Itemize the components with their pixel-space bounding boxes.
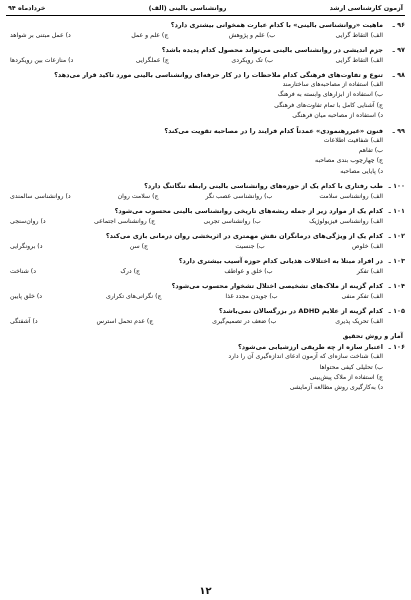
option-a[interactable]: الف) التقاط گرایی (335, 32, 383, 39)
option-d[interactable]: د) برونگرایی (10, 243, 43, 251)
questions-area (6, 16, 405, 394)
option-b[interactable]: ب) تحلیلی کیفی محتواها (319, 363, 383, 371)
option-b[interactable]: ب) ضعف در تصمیم‌گیری (212, 318, 277, 326)
option-c[interactable]: ج) سلامت روان (117, 193, 159, 201)
question-97 (6, 45, 405, 66)
question-number: ۱۰۱ ـ (388, 207, 405, 216)
option-d[interactable]: د) شناخت (10, 268, 36, 276)
option-c[interactable]: ج) آشنایی کامل با تمام تفاوت‌های فرهنگی (274, 101, 383, 109)
question-text: فنون «غیررهنمودی» عمدتاً کدام فرایند را در مصاحبه تقویت می‌کند؟ (164, 126, 383, 135)
option-c[interactable]: ج) درک (120, 268, 141, 276)
question-102 (6, 231, 405, 252)
option-c[interactable]: ج) سن (129, 243, 149, 251)
option-c[interactable]: ج) استفاده از ملاک پیش‌بینی (309, 374, 383, 382)
question-106 (6, 342, 405, 394)
option-b[interactable]: ب) جویدن مجدد غذا (225, 293, 278, 301)
question-number: ۱۰۲ ـ (388, 232, 405, 241)
option-a[interactable]: الف) تفکر منفی (341, 293, 383, 301)
option-c[interactable]: ج) عدم تحمل استرس (96, 318, 154, 326)
question-105 (6, 306, 405, 327)
option-d[interactable]: د) پایایی مصاحبه (340, 167, 383, 175)
option-d[interactable]: د) به‌کارگیری روش مطالعه آزمایشی (289, 384, 383, 392)
question-number: ۱۰۳ ـ (388, 257, 405, 266)
option-d[interactable]: د) آشفتگی (10, 318, 38, 326)
option-a[interactable]: الف) خلوص (352, 243, 383, 251)
question-number: ۱۰۴ ـ (388, 282, 405, 291)
page-header (6, 3, 405, 16)
question-number: ۱۰۰ ـ (388, 182, 405, 191)
option-a[interactable]: الف) روانشناسی فیزیولوژیک (309, 218, 383, 226)
question-text: تنوع و تفاوت‌های فرهنگی کدام ملاحظات را در کار حرفه‌ای روانشناسی بالینی مورد تاکید قرار می‌دهد؟ (54, 71, 383, 79)
option-a[interactable]: الف) تحریک پذیری (335, 318, 383, 326)
option-d[interactable]: د) روانشناسی سالمندی (10, 193, 71, 201)
option-c[interactable]: ج) عملگرایی (135, 57, 169, 64)
question-text: کدام یک از موارد زیر از جمله ریشه‌های تاریخی روانشناسی بالینی محسوب می‌شود؟ (114, 207, 383, 216)
option-d[interactable]: د) خلق پایین (10, 293, 43, 301)
question-text: کدام یک از ویژگی‌های درمانگران نقش مهمتری در اثربخشی روان درمانی بازی می‌کند؟ (105, 232, 383, 241)
question-103 (6, 256, 405, 277)
option-d[interactable]: د) عمل مبتنی بر شواهد (10, 32, 71, 39)
question-96 (6, 20, 405, 41)
question-number: ۹۶ ـ (392, 21, 405, 29)
question-100 (6, 181, 405, 202)
question-number: ۹۷ ـ (392, 46, 405, 54)
question-number: ۱۰۶ ـ (388, 343, 405, 352)
question-number: ۹۸ ـ (392, 71, 405, 79)
option-d[interactable]: د) منازعات بین رویکردها (10, 57, 74, 64)
option-d[interactable]: د) روان‌سنجی (10, 218, 46, 226)
option-a[interactable]: الف) روانشناسی سلامت (319, 193, 383, 201)
exam-title: آزمون کارشناسی ارشد (329, 4, 403, 12)
option-a[interactable]: الف) التقاط گرایی (335, 57, 383, 64)
exam-date: خردادماه ۹۴ (8, 4, 46, 12)
subject-title: روانشناسی بالینی (الف) (148, 4, 227, 12)
option-b[interactable]: ب) تک رویکردی (231, 57, 273, 64)
option-b[interactable]: ب) استفاده از ابزارهای وابسته به فرهنگ (277, 91, 383, 99)
question-99 (6, 126, 405, 178)
option-a[interactable]: الف) شناخت سازه‌ای که آزمون ادعای اندازه‌گیری آن را دارد (228, 353, 383, 361)
question-text: طب رفتاری با کدام یک از حوزه‌های روانشناسی بالینی رابطه تنگاتنگ دارد؟ (144, 182, 383, 191)
question-text: در افراد مبتلا به اختلالات هذیانی کدام حوزه آسیب بیشتری دارد؟ (178, 257, 383, 266)
option-d[interactable]: د) استفاده از مصاحبه میان فرهنگی (292, 112, 383, 120)
option-a[interactable]: الف) تفکر (356, 268, 383, 276)
question-number: ۱۰۵ ـ (388, 307, 405, 316)
option-c[interactable]: ج) علم و عمل (131, 32, 169, 39)
page-number: ۱۲ (199, 585, 212, 597)
question-text: اعتبار سازه از چه طریقی ارزشیابی می‌شود؟ (238, 343, 383, 352)
option-b[interactable]: ب) علم و پژوهش (228, 32, 276, 39)
option-b[interactable]: ب) جنسیت (235, 243, 265, 251)
question-text: جزم اندیشی در روانشناسی بالینی می‌تواند محصول کدام پدیده باشد؟ (161, 46, 383, 54)
option-a[interactable]: الف) استفاده از مصاحبه‌های ساختارمند (282, 81, 383, 88)
page-footer (0, 582, 411, 600)
option-b[interactable]: ب) روانشناسی تجربی (203, 218, 261, 226)
question-101 (6, 206, 405, 227)
option-b[interactable]: ب) خلق و عواطف (224, 268, 273, 276)
option-c[interactable]: ج) نگرانی‌های تکراری (105, 293, 162, 301)
option-c[interactable]: ج) چهارچوب بندی مصاحبه (315, 157, 383, 165)
option-c[interactable]: ج) روانشناسی اجتماعی (94, 218, 156, 226)
question-text: کدام گزینه از علایم ADHD در بزرگسالان نمی‌باشد؟ (218, 307, 383, 316)
option-b[interactable]: ب) روانشناسی عصب نگر (205, 193, 273, 201)
section-title: آمار و روش تحقیق (342, 332, 403, 341)
question-104 (6, 281, 405, 302)
question-98 (6, 70, 405, 122)
question-text: ماهیت «روانشناسی بالینی» با کدام عبارت همخوانی بیشتری دارد؟ (170, 21, 383, 29)
option-b[interactable]: ب) تفاهم (358, 147, 383, 155)
question-number: ۹۹ ـ (392, 126, 405, 135)
option-a[interactable]: الف) شفافیت اطلاعات (323, 136, 383, 144)
question-text: کدام گزینه از ملاک‌های تشخیصی اختلال تشخوار محسوب می‌شود؟ (171, 282, 383, 291)
